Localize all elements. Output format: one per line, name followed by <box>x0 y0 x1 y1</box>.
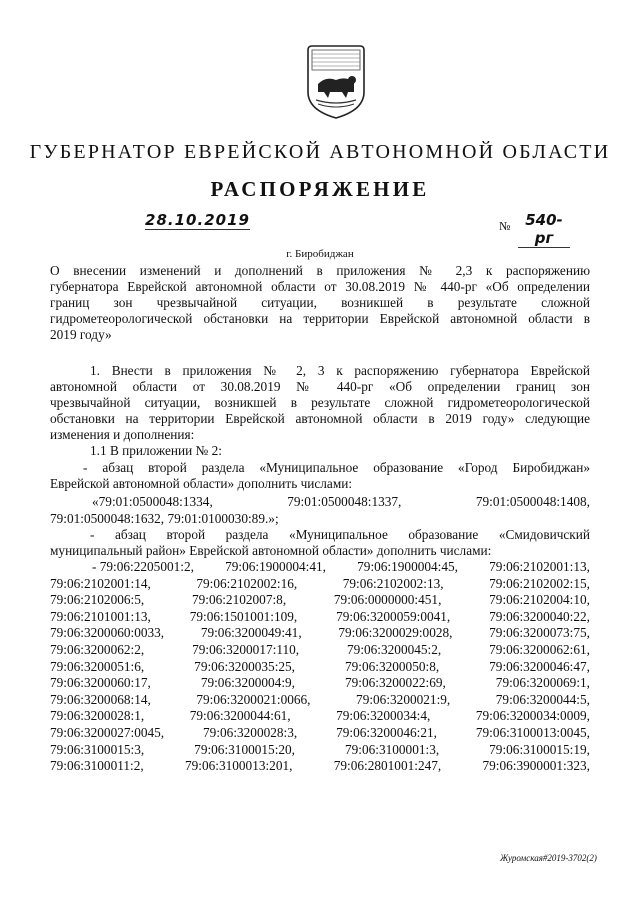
abzac-birobidzhan <box>50 460 590 492</box>
cadastral-code: 79:01:0500048:1337, <box>287 494 402 509</box>
code-row <box>50 758 590 775</box>
number-label: № <box>499 219 511 233</box>
cadastral-code: 79:06:3200062:2, <box>50 641 145 657</box>
cadastral-code: 79:06:3200040:22, <box>489 608 590 624</box>
code-row <box>50 725 590 742</box>
cadastral-code: 79:06:3200044:61, <box>189 708 291 724</box>
code-row <box>50 609 590 626</box>
cadastral-code: 79:06:3200044:5, <box>495 691 590 707</box>
cadastral-code: 79:06:3200062:61, <box>489 641 590 657</box>
subject-block <box>50 263 590 343</box>
cadastral-code: 79:06:1900004:45, <box>357 559 458 574</box>
cadastral-code: 79:06:2102006:5, <box>50 592 145 608</box>
coat-of-arms-emblem <box>298 40 374 122</box>
paragraph-line: - абзац второй раздела «Муниципальное образование «Смидовичский <box>90 527 590 542</box>
abzac-smidovich <box>50 527 590 559</box>
footer-doc-code: Журомская#2019-3702(2) <box>500 853 597 863</box>
cadastral-code: 79:06:3200021:0066, <box>196 691 311 707</box>
cadastral-code: 79:06:0000000:451, <box>333 592 442 608</box>
paragraph-line: - абзац второй раздела «Муниципальное образование «Город Биробиджан» <box>83 460 590 475</box>
cadastral-code: 79:06:2102007:8, <box>191 592 287 608</box>
cadastral-code: 79:06:3200046:47, <box>489 658 590 674</box>
cadastral-code: 79:06:3100013:0045, <box>475 724 590 740</box>
cadastral-code: 79:06:3200049:41, <box>200 625 302 641</box>
cadastral-code: 79:06:3200022:69, <box>344 675 446 691</box>
cadastral-code: 79:06:3100001:3, <box>344 741 440 757</box>
cadastral-code: 79:06:3200029:0028, <box>338 625 453 641</box>
cadastral-code: 79:06:2102002:13, <box>342 575 444 591</box>
cadastral-code: 79:06:3200034:4, <box>336 708 431 724</box>
cadastral-code: 79:01:0500048:1408, <box>475 494 590 509</box>
cadastral-code: 79:06:3100015:20, <box>194 741 296 757</box>
cadastral-code: 79:06:3200050:8, <box>344 658 440 674</box>
paragraph-line: чрезвычайной ситуации, возникшей в результате сложной гидрометеорологической <box>50 395 590 410</box>
document-number: 540-рг <box>518 211 570 248</box>
cadastral-code: 79:06:3200028:1, <box>50 708 145 724</box>
birobidzhan-codes <box>50 494 590 527</box>
paragraph-1 <box>50 363 590 443</box>
paragraph-line: обстановки на территории Еврейской автономной области в 2019 году» следующие <box>50 411 590 426</box>
cadastral-code: 79:06:2101001:13, <box>50 608 151 624</box>
subject-line: губернатора Еврейской автономной области от 30.08.2019 № 440-рг «Об определении <box>50 279 590 294</box>
cadastral-code: 79:06:2102004:10, <box>489 592 590 608</box>
code-row <box>50 708 590 725</box>
code-row <box>50 659 590 676</box>
cadastral-code: 79:06:3200035:25, <box>194 658 296 674</box>
paragraph-line: изменения и дополнения: <box>50 427 195 442</box>
code-row <box>50 742 590 759</box>
paragraph-line: муниципальный район» Еврейской автономной области» дополнить числами: <box>50 543 492 558</box>
code-row <box>50 592 590 609</box>
cadastral-code: 79:06:3200068:14, <box>50 691 151 707</box>
cadastral-code: 79:06:2801001:247, <box>333 758 442 774</box>
cadastral-code: 79:06:3200028:3, <box>203 724 298 740</box>
code-row: 79:01:0500048:1632, 79:01:0100030:89.»; <box>50 510 279 526</box>
code-row <box>50 625 590 642</box>
paragraph-line: Еврейской автономной области» дополнить числами: <box>50 476 353 491</box>
cadastral-code: 79:06:3200004:9, <box>200 675 296 691</box>
cadastral-code: 79:06:3100011:2, <box>50 758 144 774</box>
cadastral-code: 79:06:3200034:0009, <box>475 708 590 724</box>
code-row <box>50 559 590 576</box>
code-row <box>50 576 590 593</box>
cadastral-code: 79:06:2102002:15, <box>489 575 590 591</box>
subject-line: гидрометеорологической обстановки на территории Еврейской автономной области в <box>50 311 590 326</box>
subject-line: О внесении изменений и дополнений в приложения № 2,3 к распоряжению <box>50 263 590 278</box>
cadastral-code: 79:06:3100015:19, <box>489 741 590 757</box>
subject-line: границ зон чрезвычайной ситуации, возникшей в результате сложной <box>50 295 590 310</box>
cadastral-code: 79:06:3200021:9, <box>356 691 451 707</box>
paragraph-line: 1. Внести в приложения № 2, 3 к распоряжению губернатора Еврейской <box>90 363 590 378</box>
document-type-title: РАСПОРЯЖЕНИЕ <box>210 177 430 201</box>
cadastral-code: 79:06:3200045:2, <box>347 641 442 657</box>
cadastral-code: 79:06:3200060:0033, <box>50 625 165 641</box>
cadastral-code: 79:06:2102002:16, <box>196 575 298 591</box>
code-row <box>50 494 590 511</box>
subsection-1-1: 1.1 В приложении № 2: <box>90 443 222 458</box>
code-row <box>50 642 590 659</box>
cadastral-code: 79:06:3200017:110, <box>192 641 300 657</box>
code-row <box>50 675 590 692</box>
cadastral-code: 79:06:3200051:6, <box>50 658 145 674</box>
cadastral-code: 79:06:3100015:3, <box>50 741 145 757</box>
cadastral-code: 79:06:3200046:21, <box>336 724 437 740</box>
paragraph-line: автономной области от 30.08.2019 № 440-рг «Об определении границ зон <box>50 379 590 394</box>
governor-title: ГУБЕРНАТОР ЕВРЕЙСКОЙ АВТОНОМНОЙ ОБЛАСТИ <box>29 141 611 163</box>
cadastral-code: - 79:06:2205001:2, <box>92 559 194 574</box>
cadastral-code: «79:01:0500048:1334, <box>92 494 213 509</box>
smidovich-code-table <box>50 559 590 775</box>
cadastral-code: 79:06:2102001:13, <box>489 559 590 574</box>
cadastral-code: 79:06:2102001:14, <box>50 575 151 591</box>
cadastral-code: 79:06:1501001:109, <box>189 608 298 624</box>
cadastral-code: 79:06:1900004:41, <box>225 559 326 574</box>
subject-line: 2019 году» <box>50 327 112 342</box>
city-line: г. Биробиджан <box>286 248 354 260</box>
document-date: 28.10.2019 <box>145 211 250 229</box>
cadastral-code: 79:06:3200060:17, <box>50 675 151 691</box>
cadastral-code: 79:06:3200059:0041, <box>336 608 451 624</box>
code-row <box>50 692 590 709</box>
cadastral-code: 79:06:3100013:201, <box>184 758 293 774</box>
cadastral-code: 79:06:3900001:323, <box>482 758 590 774</box>
cadastral-code: 79:06:3200073:75, <box>489 625 590 641</box>
cadastral-code: 79:06:3200069:1, <box>495 675 590 691</box>
cadastral-code: 79:06:3200027:0045, <box>50 724 165 740</box>
